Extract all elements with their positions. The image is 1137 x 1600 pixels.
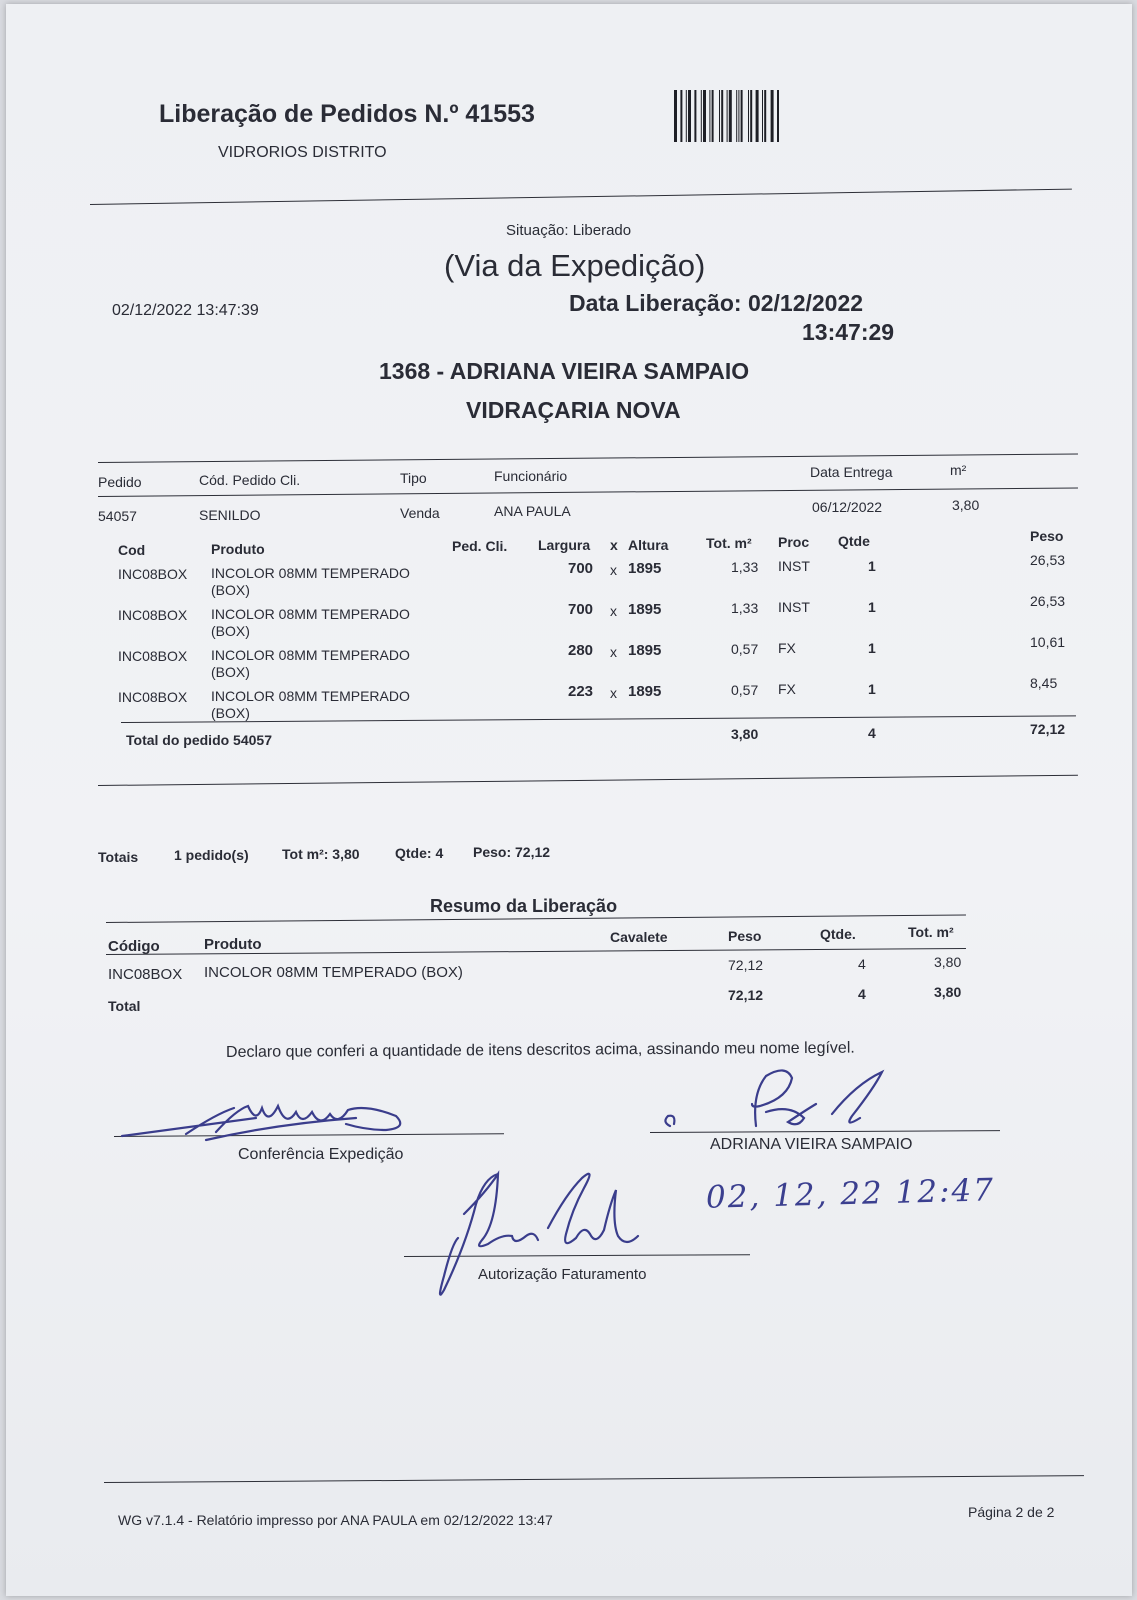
totals-m2: Tot m²: 3,80 <box>282 846 360 862</box>
item-produto2: (BOX) <box>211 664 250 680</box>
company-name: VIDRORIOS DISTRITO <box>218 144 387 161</box>
items-header-largura: Largura <box>538 537 591 553</box>
item-proc: FX <box>778 681 796 697</box>
summary-total-peso: 72,12 <box>728 987 764 1003</box>
totals-label: Totais <box>98 849 139 865</box>
item-largura: 700 <box>568 601 594 618</box>
items-header-peso: Peso <box>1030 528 1064 544</box>
client-name: 1368 - ADRIANA VIEIRA SAMPAIO <box>379 358 750 384</box>
order-header-divider <box>98 487 1078 497</box>
item-produto: INCOLOR 08MM TEMPERADO <box>211 647 410 663</box>
order-label-data-entrega: Data Entrega <box>810 464 893 480</box>
items-header-proc: Proc <box>778 534 810 550</box>
item-x: x <box>610 562 617 578</box>
summary-title: Resumo da Liberação <box>430 896 618 916</box>
order-value-data-entrega: 06/12/2022 <box>812 499 883 515</box>
summary-total-qtde: 4 <box>858 986 866 1002</box>
item-cod: INC08BOX <box>118 689 188 705</box>
release-time: 13:47:29 <box>802 319 895 345</box>
item-peso: 10,61 <box>1030 634 1066 650</box>
summary-header-qtde: Qtde. <box>820 926 856 942</box>
barcode <box>674 90 846 142</box>
item-altura: 1895 <box>628 642 662 659</box>
header-divider <box>90 189 1072 205</box>
status-text: Situação: Liberado <box>506 222 632 239</box>
order-value-m2: 3,80 <box>952 497 980 513</box>
items-header-pedcli: Ped. Cli. <box>452 538 508 554</box>
footer-printed-by: WG v7.1.4 - Relatório impresso por ANA PAULA em 02/12/2022 13:47 <box>118 1512 553 1528</box>
faturamento-signature <box>426 1164 666 1314</box>
footer-divider <box>104 1475 1084 1483</box>
summary-header-cavalete: Cavalete <box>610 929 668 945</box>
order-label-pedido: Pedido <box>98 474 142 490</box>
item-qtde: 1 <box>868 599 876 615</box>
totals-pedidos: 1 pedido(s) <box>174 847 249 863</box>
item-largura: 280 <box>568 642 594 659</box>
order-label-tipo: Tipo <box>400 470 427 486</box>
item-peso: 26,53 <box>1030 552 1066 568</box>
summary-row-codigo: INC08BOX <box>108 966 183 983</box>
via-title: (Via da Expedição) <box>444 248 706 283</box>
summary-header-codigo: Código <box>108 938 160 955</box>
order-top-divider <box>98 453 1078 463</box>
item-proc: INST <box>778 599 810 615</box>
totals-peso: Peso: 72,12 <box>473 844 551 860</box>
document-title: Liberação de Pedidos N.º 41553 <box>159 100 535 128</box>
item-proc: INST <box>778 558 810 574</box>
order-label-codcli: Cód. Pedido Cli. <box>199 472 301 488</box>
item-x: x <box>610 685 617 701</box>
item-produto2: (BOX) <box>211 582 250 598</box>
order-bottom-divider <box>98 775 1078 786</box>
item-proc: FX <box>778 640 796 656</box>
item-cod: INC08BOX <box>118 607 188 623</box>
item-qtde: 1 <box>868 640 876 656</box>
release-date: Data Liberação: 02/12/2022 <box>569 290 864 316</box>
summary-row-peso: 72,12 <box>728 957 764 973</box>
summary-header-produto: Produto <box>204 936 262 953</box>
document-page <box>6 4 1132 1596</box>
item-altura: 1895 <box>628 683 662 700</box>
summary-header-peso: Peso <box>728 928 762 944</box>
item-produto2: (BOX) <box>211 623 250 639</box>
items-header-cod: Cod <box>118 542 146 558</box>
items-header-qtde: Qtde <box>838 533 870 549</box>
items-header-altura: Altura <box>628 537 669 553</box>
summary-total-label: Total <box>108 998 141 1014</box>
item-largura: 700 <box>568 560 594 577</box>
item-tot-m2: 1,33 <box>731 600 759 616</box>
item-tot-m2: 0,57 <box>731 641 759 657</box>
item-produto2: (BOX) <box>211 705 250 721</box>
item-cod: INC08BOX <box>118 648 188 664</box>
item-qtde: 1 <box>868 558 876 574</box>
expedicao-signature <box>116 1094 436 1154</box>
order-value-pedido: 54057 <box>98 508 137 524</box>
items-total-m2: 3,80 <box>731 726 759 742</box>
summary-total-tot-m2: 3,80 <box>934 984 962 1000</box>
footer-page-number: Página 2 de 2 <box>968 1504 1055 1520</box>
declaration-text: Declaro que conferi a quantidade de itens descritos acima, assinando meu nome legível. <box>225 1039 855 1061</box>
item-altura: 1895 <box>628 601 662 618</box>
order-value-codcli: SENILDO <box>199 507 261 523</box>
item-tot-m2: 1,33 <box>731 559 759 575</box>
summary-row-tot-m2: 3,80 <box>934 954 962 970</box>
items-header-tot-m2: Tot. m² <box>706 535 752 551</box>
item-x: x <box>610 603 617 619</box>
order-value-funcionario: ANA PAULA <box>494 503 571 519</box>
handwritten-date: 02, 12, 22 12:47 <box>705 1172 996 1216</box>
item-peso: 8,45 <box>1030 675 1058 691</box>
items-header-produto: Produto <box>211 541 265 557</box>
item-peso: 26,53 <box>1030 593 1066 609</box>
item-produto: INCOLOR 08MM TEMPERADO <box>211 606 410 622</box>
faturamento-label: Autorização Faturamento <box>478 1266 647 1283</box>
client-company: VIDRAÇARIA NOVA <box>466 397 681 423</box>
item-produto: INCOLOR 08MM TEMPERADO <box>211 565 410 581</box>
items-total-peso: 72,12 <box>1030 721 1066 737</box>
items-total-label: Total do pedido 54057 <box>126 732 272 748</box>
cliente-signature <box>656 1064 916 1144</box>
expedicao-label: Conferência Expedição <box>238 1146 404 1163</box>
order-label-funcionario: Funcionário <box>494 468 568 484</box>
items-header-x: x <box>610 537 618 553</box>
printed-timestamp: 02/12/2022 13:47:39 <box>112 302 259 319</box>
totals-qtde: Qtde: 4 <box>395 845 444 861</box>
summary-row-qtde: 4 <box>858 956 866 972</box>
cliente-label: ADRIANA VIEIRA SAMPAIO <box>710 1136 913 1153</box>
item-produto: INCOLOR 08MM TEMPERADO <box>211 688 410 704</box>
order-value-tipo: Venda <box>400 505 440 521</box>
item-x: x <box>610 644 617 660</box>
items-total-divider <box>121 715 1076 723</box>
item-qtde: 1 <box>868 681 876 697</box>
summary-header-tot-m2: Tot. m² <box>908 924 954 940</box>
items-total-qtde: 4 <box>868 725 876 741</box>
item-tot-m2: 0,57 <box>731 682 759 698</box>
item-cod: INC08BOX <box>118 566 188 582</box>
item-largura: 223 <box>568 683 594 700</box>
item-altura: 1895 <box>628 560 662 577</box>
summary-row-produto: INCOLOR 08MM TEMPERADO (BOX) <box>204 964 463 981</box>
order-label-m2: m² <box>950 462 967 478</box>
